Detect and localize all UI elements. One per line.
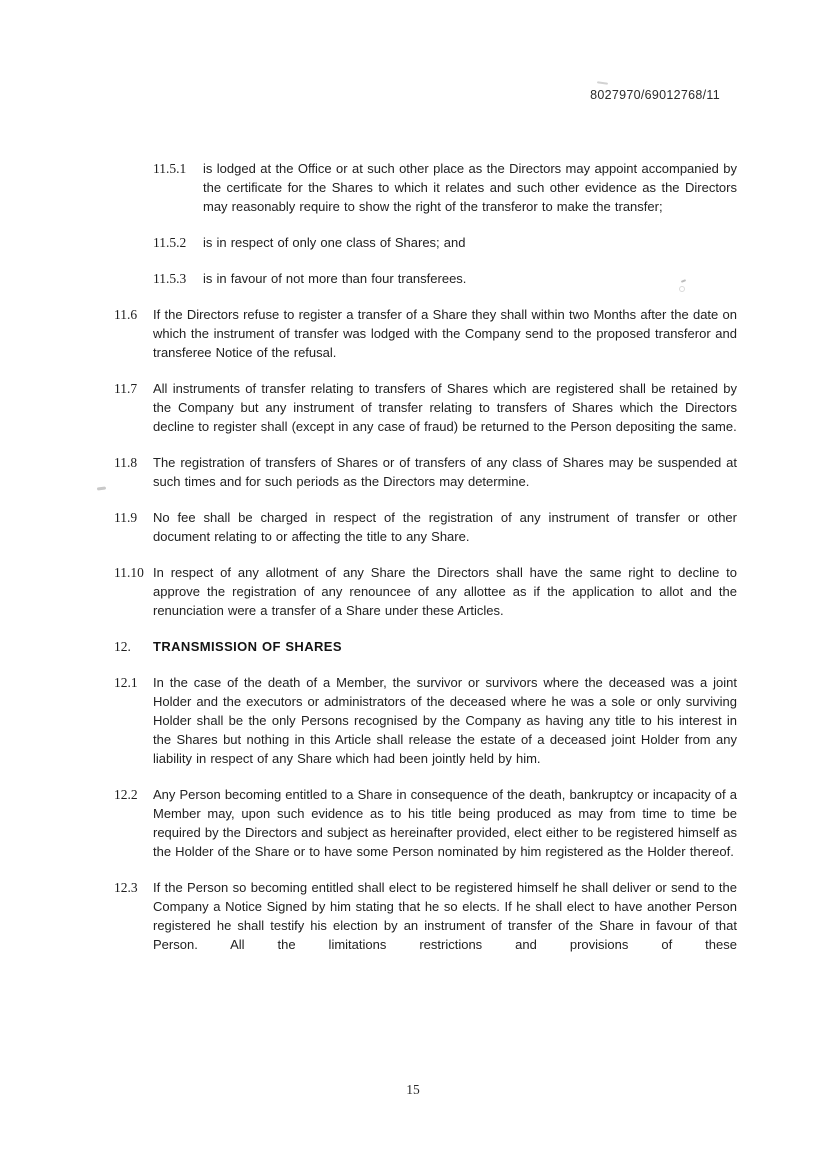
clause-11-5-1 xyxy=(0,159,826,216)
clause-number: 11.6 xyxy=(114,307,138,322)
clause-text: No fee shall be charged in respect of the registration of any instrument of transfer or other document relating to or affecting the title to any Share. xyxy=(153,510,737,544)
clause-number: 11.8 xyxy=(114,455,138,470)
clause-text: Any Person becoming entitled to a Share in consequence of the death, bankruptcy or incapacity of a Member may, upon such evidence as to his title being produced as may from time to time be required by the Directors and subject as hereinafter provided, elect either to be registered himself as the Holder of the Share or to have some Person nominated by him registered as the Holder thereof. xyxy=(153,787,737,859)
clause-12-2 xyxy=(0,785,826,861)
clause-number: 11.10 xyxy=(114,565,144,580)
clause-text: If the Person so becoming entitled shall elect to be registered himself he shall deliver or send to the Company a Notice Signed by him stating that he so elects. If he shall elect to have another Person registered he shall testify his election by an instrument of transfer of the Share in favour of that Person. All the limitations restrictions and provisions of these xyxy=(153,880,737,952)
clause-number: 11.7 xyxy=(114,381,138,396)
clause-text: is in favour of not more than four transferees. xyxy=(203,271,467,286)
clause-text: In respect of any allotment of any Share the Directors shall have the same right to decline to approve the registration of any renouncee of any allottee as if the application to allot and the renunciation were a transfer of a Share under these Articles. xyxy=(153,565,737,618)
clause-text: is in respect of only one class of Shares; and xyxy=(203,235,466,250)
clause-11-7 xyxy=(0,379,826,436)
clause-11-10 xyxy=(0,563,826,620)
scan-artifact xyxy=(597,81,608,85)
clause-number: 12.2 xyxy=(114,787,138,802)
clause-11-8 xyxy=(0,453,826,491)
clause-text: TRANSMISSION OF SHARES xyxy=(153,639,342,654)
clause-12 xyxy=(0,637,826,656)
clause-text: The registration of transfers of Shares or of transfers of any class of Shares may be suspended at such times and for such periods as the Directors may determine. xyxy=(153,455,737,489)
clause-number: 11.5.1 xyxy=(153,161,187,176)
clause-text: is lodged at the Office or at such other place as the Directors may appoint accompanied by the certificate for the Shares to which it relates and such other evidence as the Directors may reasonably require to show the right of the transferor to make the transfer; xyxy=(203,161,737,214)
clause-11-5-3 xyxy=(0,269,826,288)
clause-12-3 xyxy=(0,878,826,954)
clause-number: 11.9 xyxy=(114,510,138,525)
clause-number: 12.1 xyxy=(114,675,138,690)
page-number: 15 xyxy=(406,1082,420,1097)
clause-number: 11.5.3 xyxy=(153,271,187,286)
clause-number: 11.5.2 xyxy=(153,235,187,250)
clause-text: All instruments of transfer relating to transfers of Shares which are registered shall be retained by the Company but any instrument of transfer relating to transfers of Shares which the Directors decline to register shall (except in any case of fraud) be returned to the Person depositing the same. xyxy=(153,381,737,434)
clause-text: If the Directors refuse to register a transfer of a Share they shall within two Months after the date on which the instrument of transfer was lodged with the Company send to the proposed transferor and transferee Notice of the refusal. xyxy=(153,307,737,360)
document-body xyxy=(0,159,826,971)
clause-number: 12. xyxy=(114,639,131,654)
scan-artifact xyxy=(679,286,685,292)
clause-12-1 xyxy=(0,673,826,768)
clause-11-6 xyxy=(0,305,826,362)
clause-11-5-2 xyxy=(0,233,826,252)
clause-number: 12.3 xyxy=(114,880,138,895)
clause-text: In the case of the death of a Member, the survivor or survivors where the deceased was a joint Holder and the executors or administrators of the deceased where he was a sole or only surviving Holder shall be the only Persons recognised by the Company as having any title to his interest in the Shares but nothing in this Article shall release the estate of a deceased joint Holder from any liability in respect of any Share which had been jointly held by him. xyxy=(153,675,737,766)
document-reference: 8027970/69012768/11 xyxy=(590,88,720,102)
clause-11-9 xyxy=(0,508,826,546)
